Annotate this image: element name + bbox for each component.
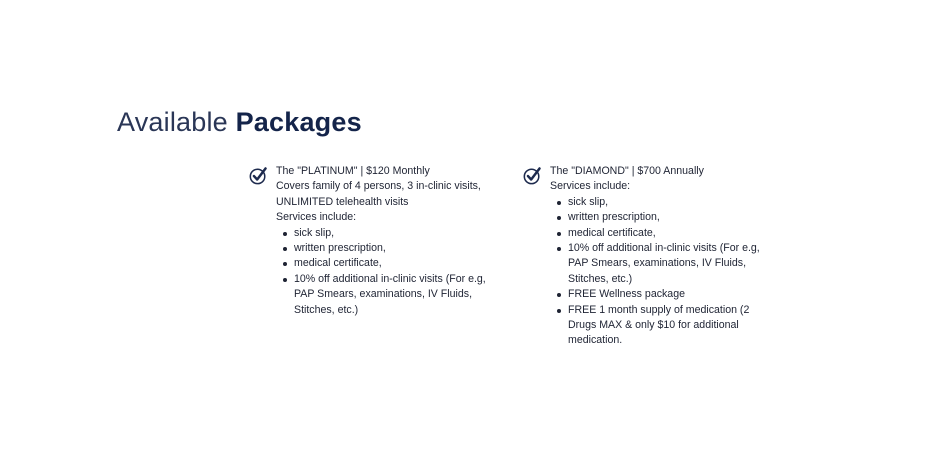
service-item: FREE 1 month supply of medication (2 Drugs MAX & only $10 for additional medication. — [568, 303, 763, 349]
services-label: Services include: — [276, 211, 357, 224]
service-item: sick slip, — [294, 226, 489, 241]
checkmark-circle-icon — [523, 166, 542, 185]
checkmark-circle-icon — [249, 166, 268, 185]
package-heading: The "PLATINUM" | $120 Monthly — [276, 165, 430, 177]
section-title — [117, 104, 362, 140]
service-item: written prescription, — [568, 210, 763, 225]
section-title-bold: Packages — [235, 107, 362, 137]
service-item: sick slip, — [568, 195, 763, 210]
service-item: 10% off additional in-clinic visits (For e.g, PAP Smears, examinations, IV Fluids, Stitches, etc.) — [294, 272, 489, 318]
service-item: FREE Wellness package — [568, 287, 763, 302]
package-diamond — [523, 164, 763, 349]
package-description: Covers family of 4 persons, 3 in-clinic visits, UNLIMITED telehealth visits — [276, 180, 481, 208]
service-item: medical certificate, — [294, 256, 489, 271]
package-heading: The "DIAMOND" | $700 Annually — [550, 165, 704, 177]
section-title-light: Available — [117, 107, 228, 137]
services-list — [276, 226, 489, 318]
package-platinum — [249, 164, 489, 318]
services-list — [550, 195, 763, 349]
service-item: written prescription, — [294, 241, 489, 256]
services-label: Services include: — [550, 180, 631, 193]
service-item: 10% off additional in-clinic visits (For e.g, PAP Smears, examinations, IV Fluids, Stitches, etc.) — [568, 241, 763, 287]
service-item: medical certificate, — [568, 226, 763, 241]
